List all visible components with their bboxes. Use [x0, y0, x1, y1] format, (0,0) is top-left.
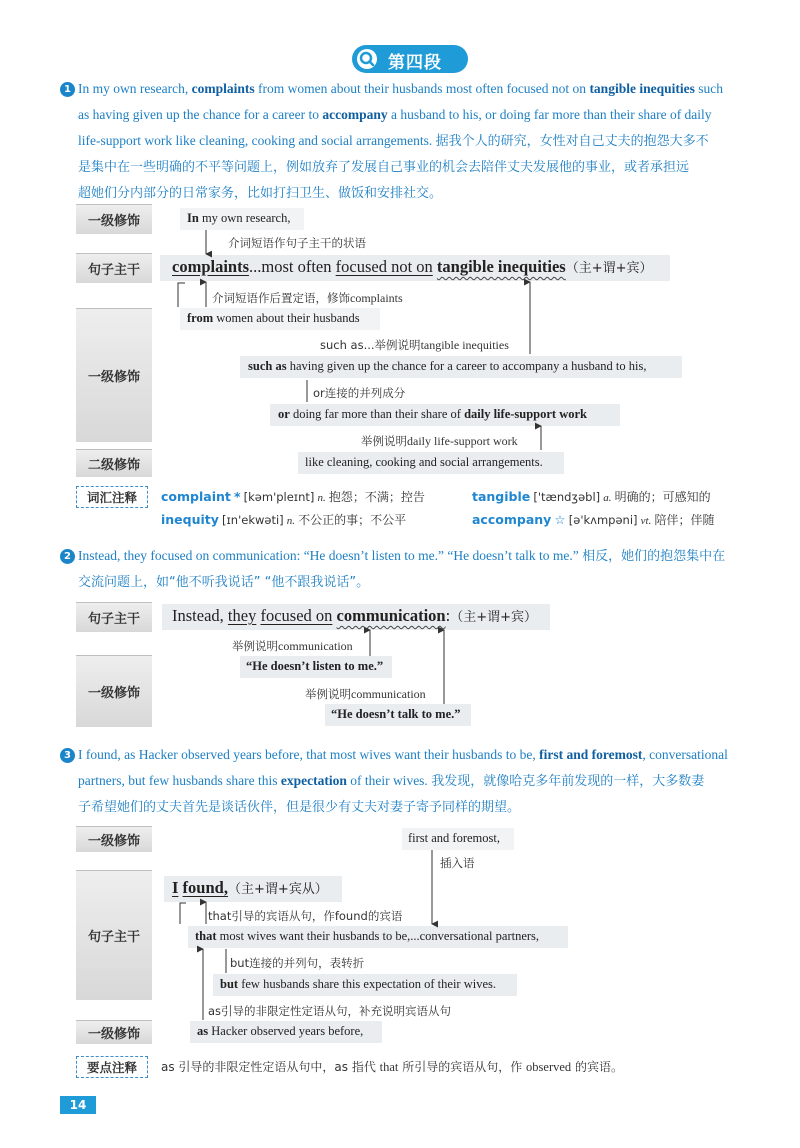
section-title: 第四段: [388, 53, 442, 73]
label-primary-mod: 一级修饰: [76, 308, 152, 442]
that-clause: that most wives want their husbands to be,...conversational partners,: [195, 929, 540, 943]
text: Instead, they focused on communication: “He doesn’t listen to me.” “He doesn’t talk to me.”: [78, 548, 583, 563]
paragraph-number: 1: [60, 82, 75, 97]
keyword: complaints: [191, 81, 255, 96]
note-as-clause: as引导的非限定性定语从句，补充说明宾语从句: [208, 1004, 452, 1018]
label-secondary-mod: 二级修饰: [76, 449, 152, 477]
or-phrase: or doing far more than their share of daily life-support work: [278, 407, 587, 421]
main-clause-2: Instead, they focused on communication:（主+谓+宾）: [172, 606, 538, 625]
text: In my own research,: [78, 81, 192, 96]
label-main-clause: 句子主干: [76, 870, 152, 1000]
in-phrase: In my own research,: [187, 211, 291, 225]
paragraph-number: 2: [60, 549, 75, 564]
note-example-1: 举例说明communication: [232, 639, 353, 653]
key-note-text: as 引导的非限定性定语从句中，as 指代 that 所引导的宾语从句，作 observed 的宾语。: [161, 1060, 623, 1074]
main-clause-1: complaints...most often focused not on tangible inequities（主+谓+宾）: [172, 257, 653, 276]
note-or: or连接的并列成分: [313, 386, 406, 400]
vocab-inequity: inequity [ɪn'ekwəti] n. 不公正的事；不公平: [161, 512, 407, 527]
translation: 我发现，就像哈克多年前发现的一样，大多数妻: [431, 774, 705, 789]
such-as-phrase: such as having given up the chance for a career to accompany a husband to his,: [248, 359, 647, 373]
translation: 交流问题上，如“他不听我说话” “他不跟我说话”。: [78, 575, 370, 590]
label-main-clause: 句子主干: [76, 253, 152, 283]
text: a husband to his, or doing far more than their share of daily: [387, 107, 712, 122]
note-example: 举例说明daily life-support work: [361, 434, 518, 448]
from-phrase: from women about their husbands: [187, 311, 360, 325]
vocab-tangible: tangible ['tændʒəbl] a. 明确的；可感知的: [472, 489, 711, 504]
note-but-clause: but连接的并列句，表转折: [230, 956, 365, 970]
text: such: [694, 81, 723, 96]
note-that-clause: that引导的宾语从句，作found的宾语: [208, 909, 403, 923]
label-primary-mod: 一级修饰: [76, 655, 152, 727]
label-main-clause: 句子主干: [76, 602, 152, 632]
text: , conversational: [642, 747, 728, 762]
note-attributive: 介词短语作后置定语，修饰complaints: [212, 291, 403, 305]
text: life-support work like cleaning, cooking and social arrangements.: [78, 133, 436, 148]
label-primary-mod: 一级修饰: [76, 204, 152, 234]
like-phrase: like cleaning, cooking and social arrangements.: [305, 455, 543, 469]
text: of their wives.: [346, 773, 432, 788]
note-insertion: 插入语: [440, 856, 475, 870]
note-adverbial: 介词短语作句子主干的状语: [228, 236, 366, 250]
quote-2: “He doesn’t talk to me.”: [331, 707, 461, 721]
text: as having given up the chance for a career to: [78, 107, 323, 122]
vocab-accompany: accompany ☆ [ə'kʌmpəni] vt. 陪伴；伴随: [472, 512, 715, 527]
translation: 是集中在一些明确的不平等问题上，例如放弃了发展自己事业的机会去陪伴丈夫发展他的事业，或者承担远: [78, 160, 690, 175]
translation: 超她们分内部分的日常家务，比如打扫卫生、做饭和安排社交。: [78, 186, 443, 201]
label-key-points: 要点注释: [76, 1056, 148, 1078]
keyword: expectation: [280, 773, 347, 788]
vocab-complaint: complaint * [kəm'pleɪnt] n. 抱怨；不满；控告: [161, 489, 425, 504]
keyword: tangible inequities: [589, 81, 695, 96]
as-clause: as Hacker observed years before,: [197, 1024, 364, 1038]
note-such-as: such as...举例说明tangible inequities: [320, 338, 509, 352]
text: from women about their husbands most often focused not on: [254, 81, 590, 96]
label-vocab: 词汇注释: [76, 486, 148, 508]
note-example-2: 举例说明communication: [305, 687, 426, 701]
label-primary-mod: 一级修饰: [76, 826, 152, 852]
keyword: accompany: [322, 107, 388, 122]
label-primary-mod: 一级修饰: [76, 1020, 152, 1044]
but-clause: but few husbands share this expectation of their wives.: [220, 977, 496, 991]
keyword: first and foremost: [539, 747, 643, 762]
quote-1: “He doesn’t listen to me.”: [246, 659, 384, 673]
text: I found, as Hacker observed years before, that most wives want their husbands to be,: [78, 747, 540, 762]
paragraph-number: 3: [60, 748, 75, 763]
translation: 子希望她们的丈夫首先是谈话伙伴，但是很少有丈夫对妻子寄予同样的期望。: [78, 800, 521, 815]
translation: 相反，她们的抱怨集中在: [582, 549, 726, 564]
text: partners, but few husbands share this: [78, 773, 281, 788]
first-and-foremost: first and foremost,: [408, 831, 500, 845]
page-number: 14: [60, 1096, 96, 1114]
main-clause-3: I found,（主+谓+宾从）: [172, 878, 328, 897]
translation: 据我个人的研究，女性对自己丈夫的抱怨大多不: [435, 134, 709, 149]
